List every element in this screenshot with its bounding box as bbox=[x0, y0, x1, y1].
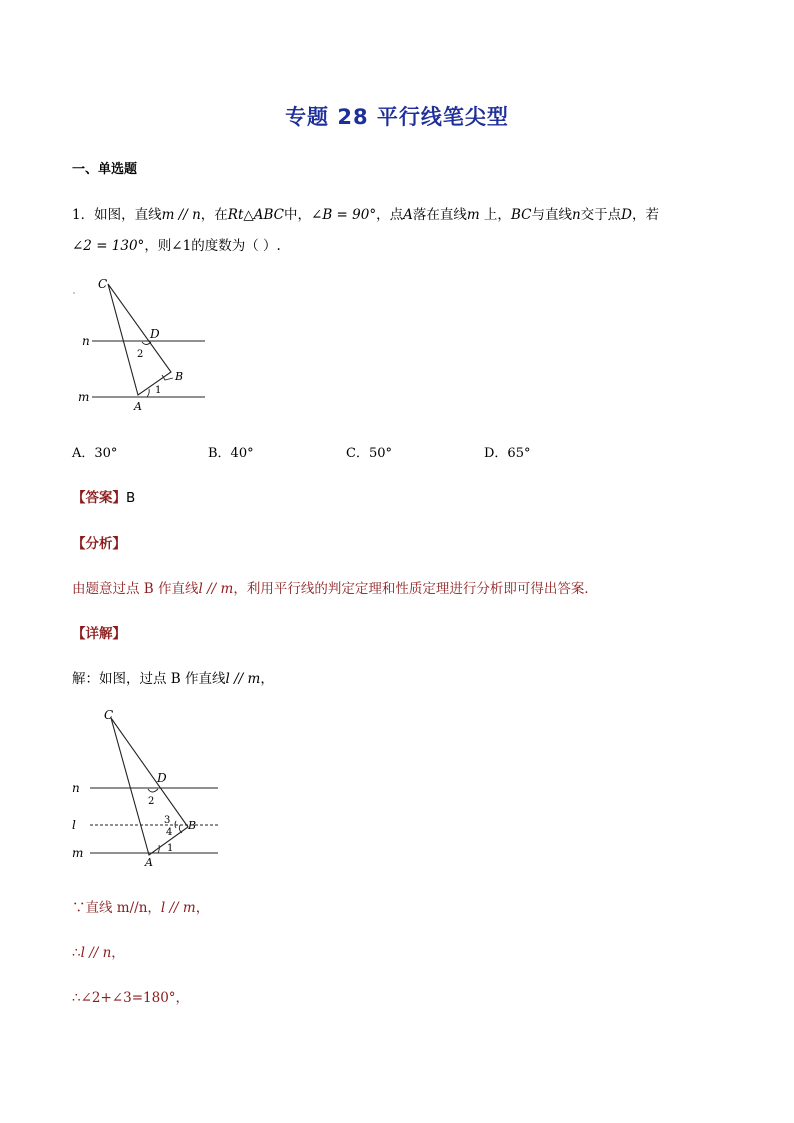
section-heading: 一、单选题 bbox=[72, 162, 138, 177]
triangle-abc bbox=[108, 284, 171, 395]
question-text: ，若 bbox=[631, 207, 659, 223]
math-angle-b: ∠B = 90° bbox=[311, 207, 377, 223]
angle-2-arc bbox=[148, 789, 158, 792]
math-l-par-m: l // m bbox=[160, 900, 196, 916]
math-m-par-n: m // n bbox=[161, 207, 201, 223]
math-line-m: m bbox=[466, 207, 480, 223]
label-angle-4: 4 bbox=[166, 827, 173, 838]
detail-part: 解：如图，过点 B 作直线 bbox=[72, 671, 226, 687]
question-text: 交于点 bbox=[580, 207, 622, 223]
option-a: A．30° bbox=[72, 446, 118, 461]
label-c: C bbox=[104, 708, 114, 722]
question-text: 落在直线 bbox=[412, 207, 467, 223]
analysis-text bbox=[72, 577, 598, 597]
step-3: ∴∠2+∠3=180°， bbox=[72, 990, 190, 1006]
step-part: ∵直线 m//n， bbox=[72, 900, 161, 916]
math-l-par-m: l // m bbox=[198, 581, 234, 597]
figure-1 bbox=[70, 272, 220, 417]
label-angle-1: 1 bbox=[167, 843, 174, 854]
label-n: n bbox=[72, 781, 80, 795]
step-1 bbox=[72, 896, 209, 916]
step-part: ∴ bbox=[72, 945, 81, 961]
analysis-label: 【分析】 bbox=[72, 536, 126, 552]
detail-label: 【详解】 bbox=[72, 626, 126, 642]
question-line-1 bbox=[72, 203, 659, 223]
label-a: A bbox=[145, 856, 153, 869]
label-l: l bbox=[72, 818, 76, 832]
math-rt-abc: Rt△ABC bbox=[227, 207, 285, 223]
label-d: D bbox=[150, 327, 160, 341]
label-n: n bbox=[82, 334, 90, 348]
label-a: A bbox=[134, 400, 142, 413]
math-angle-2: ∠2 = 130° bbox=[72, 238, 145, 254]
math-bc: BC bbox=[510, 207, 532, 223]
label-angle-3: 3 bbox=[164, 815, 171, 826]
step-part: ， bbox=[111, 945, 125, 961]
label-angle-2: 2 bbox=[148, 796, 155, 807]
answer-label: 【答案】 bbox=[72, 490, 126, 506]
answer-row bbox=[72, 486, 135, 506]
question-line-2 bbox=[72, 234, 281, 254]
label-angle-2: 2 bbox=[137, 349, 144, 360]
question-text: ，则∠1的度数为（ ）. bbox=[144, 238, 281, 254]
label-c: C bbox=[98, 277, 108, 291]
label-angle-1: 1 bbox=[155, 385, 162, 396]
math-line-n: n bbox=[571, 207, 581, 223]
answer-value: B bbox=[126, 490, 136, 506]
option-b: B．40° bbox=[208, 446, 254, 461]
step-2 bbox=[72, 941, 125, 961]
math-point-d: D bbox=[621, 207, 632, 223]
question-text: ，在 bbox=[200, 207, 228, 223]
triangle-abc bbox=[111, 718, 188, 855]
label-m: m bbox=[78, 390, 90, 404]
question-text: ，点 bbox=[376, 207, 404, 223]
detail-part: ， bbox=[260, 671, 274, 687]
right-angle-mark bbox=[162, 375, 173, 380]
question-text: 与直线 bbox=[531, 207, 572, 223]
label-d: D bbox=[157, 771, 167, 785]
label-b: B bbox=[188, 819, 197, 832]
math-point-a: A bbox=[403, 207, 413, 223]
label-b: B bbox=[175, 370, 184, 383]
math-l-par-m: l // m bbox=[225, 671, 261, 687]
option-d: D．65° bbox=[484, 446, 531, 461]
analysis-part: ，利用平行线的判定定理和性质定理进行分析即可得出答案． bbox=[233, 581, 598, 597]
figure-2 bbox=[70, 706, 230, 871]
detail-text bbox=[72, 667, 274, 687]
question-text: 上， bbox=[479, 207, 511, 223]
step-part: ， bbox=[195, 900, 210, 916]
page-title: 专题 28 平行线笔尖型 bbox=[285, 105, 509, 129]
math-l-par-n: l // n bbox=[80, 945, 112, 961]
option-c: C．50° bbox=[346, 446, 392, 461]
analysis-part: 由题意过点 B 作直线 bbox=[72, 581, 199, 597]
angle-1-arc bbox=[147, 389, 149, 397]
question-number: 1．如图，直线 bbox=[72, 207, 162, 223]
label-m: m bbox=[72, 846, 84, 860]
question-text: 中， bbox=[284, 207, 312, 223]
